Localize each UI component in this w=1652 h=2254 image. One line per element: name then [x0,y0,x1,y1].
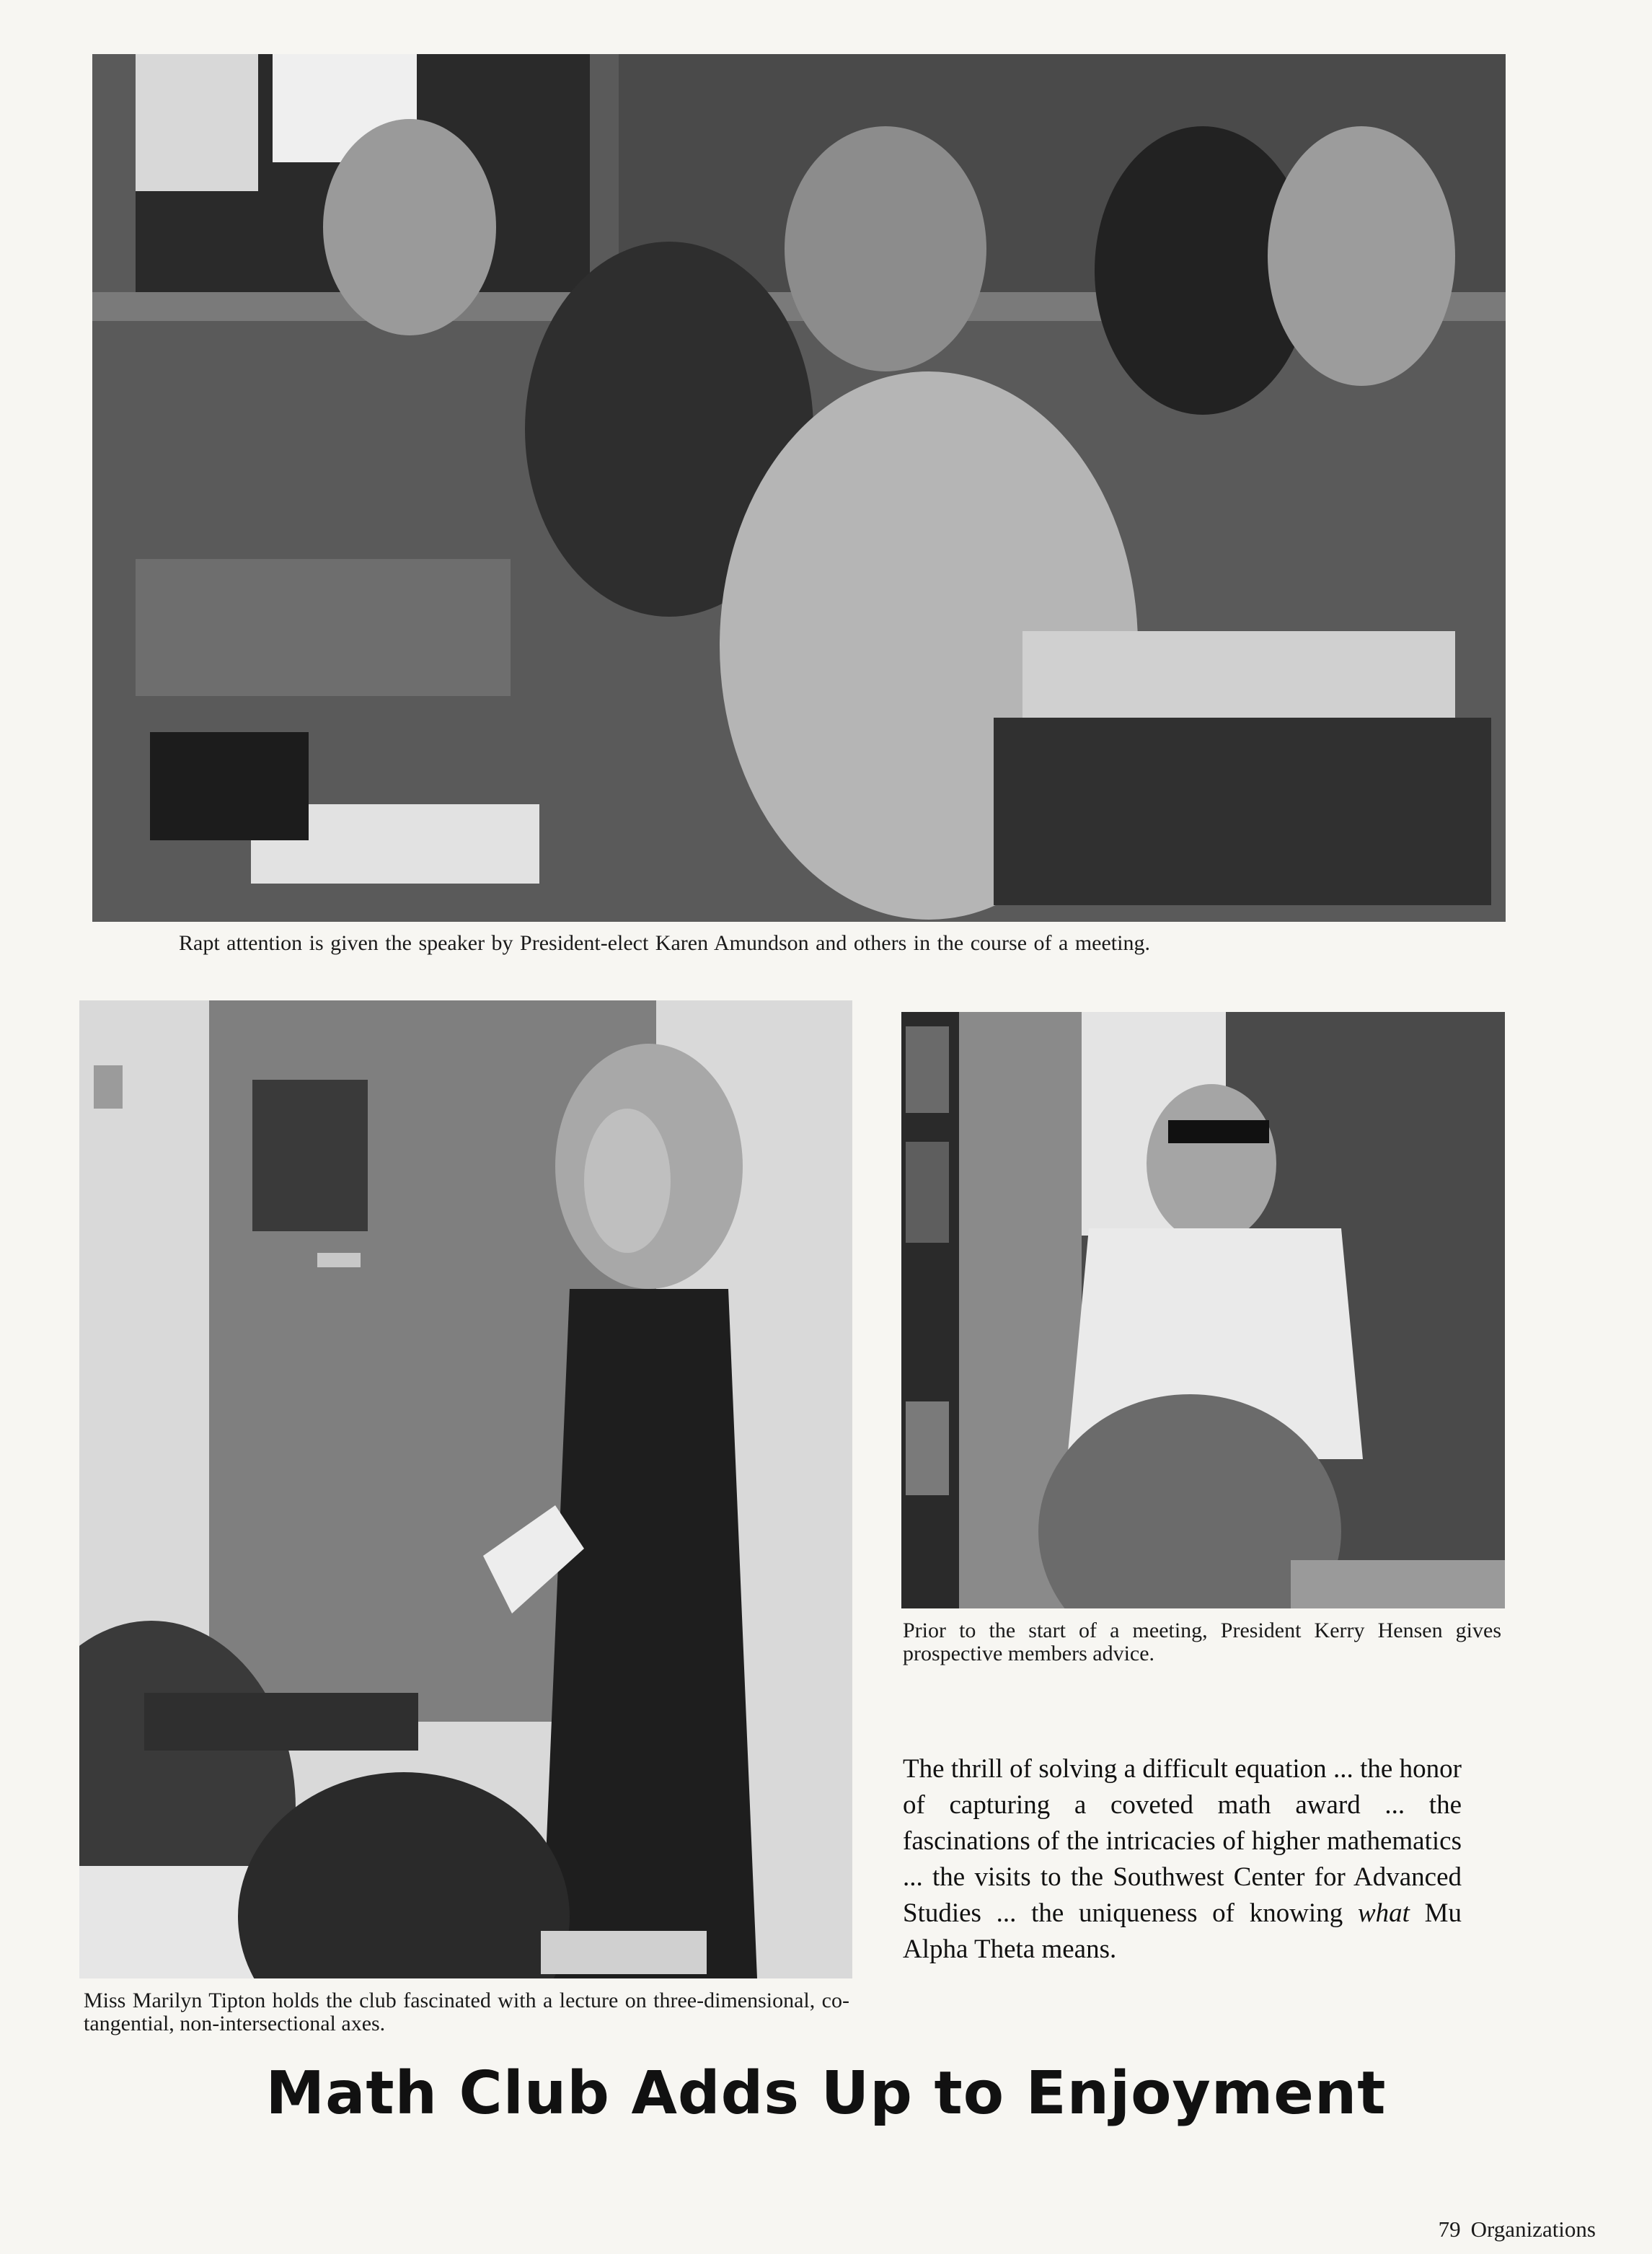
photo-president-advice-image [901,1012,1505,1608]
photo-lecture [79,1000,852,1978]
folio [1439,2216,1596,2242]
photo-classroom-meeting [92,54,1506,922]
article-body-emphasis: what [1357,1898,1410,1928]
caption-lecture-photo: Miss Marilyn Tipton holds the club fascinated with a lecture on three-dimensional, co-tangential, non-intersectional axes. [84,1989,849,2035]
page-title: Math Club Adds Up to Enjoyment [265,2059,1387,2128]
article-body [903,1751,1462,1968]
photo-president-advice [901,1012,1505,1608]
page-number: 79 [1438,2216,1461,2242]
article-body-lead: The thrill of solving a difficult equation ... the honor of capturing a coveted math award ... the fascinations of the intricacies of higher mathematics ... the visits to the Southwest Center for Advanced Studies ... the uniqueness of knowing [903,1754,1462,1928]
section-name: Organizations [1470,2216,1596,2242]
caption-top-photo: Rapt attention is given the speaker by President-elect Karen Amundson and others in the course of a meeting. [179,931,1150,955]
photo-lecture-image [79,1000,852,1978]
caption-president-photo: Prior to the start of a meeting, President Kerry Hensen gives prospective members advice. [903,1619,1501,1665]
article-body-end: Mu Alpha Theta means. [903,1898,1462,1964]
photo-classroom-meeting-image [92,54,1506,922]
